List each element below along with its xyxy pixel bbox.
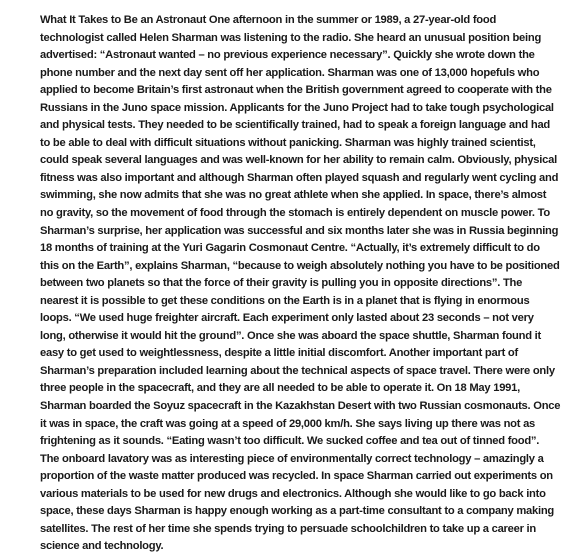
text-line: swimming, she now admits that she was no great athlete when she applied. In space, there’s almost	[40, 189, 547, 202]
text-line: to be able to deal with difficult situations without panicking. Sharman was highly trained scientist,	[40, 136, 536, 149]
text-line: could speak several languages and was well-known for her ability to remain calm. Obviously, physical	[40, 154, 557, 167]
text-line: easy to get used to weightlessness, despite a little initial discomfort. Another important part of	[40, 347, 518, 360]
text-line: What It Takes to Be an Astronaut One afternoon in the summer or 1989, a 27-year-old food	[40, 14, 497, 26]
text-line: and physical tests. They needed to be scientifically trained, had to speak a foreign language and had	[40, 119, 551, 132]
text-line: various materials to be used for new drugs and electronics. Although she would like to go back into	[40, 487, 546, 500]
text-line: proportion of the waste matter produced was recycled. In space Sharman carried out experiments on	[40, 470, 553, 483]
text-line: Sharman’s surprise, her application was successful and six months later she was in Russia beginning	[40, 224, 559, 237]
text-line: no gravity, so the movement of food through the stomach is entirely dependent on muscle power. To	[40, 207, 550, 220]
text-line: The onboard lavatory was as interesting piece of environmentally correct technology – amazingly a	[40, 452, 544, 465]
text-line: Sharman boarded the Soyuz spacecraft in the Kazakhstan Desert with two Russian cosmonauts. Once	[40, 400, 561, 413]
text-line: fitness was also important and although Sharman often played squash and regularly went cycling and	[40, 171, 559, 184]
text-line: long, otherwise it would hit the ground”. Once she was aboard the space shuttle, Sharman found it	[40, 329, 541, 342]
text-line: Sharman’s preparation included learning about the technical aspects of space travel. There were only	[40, 364, 555, 377]
text-line: advertised: “Astronaut wanted – no previous experience necessary”. Quickly she wrote down the	[40, 49, 535, 62]
text-line: three people in the spacecraft, and they are all needed to be able to operate it. On 18 May 1991,	[40, 382, 520, 395]
text-line: phone number and the next day sent off her application. Sharman was one of 13,000 hopefuls who	[40, 66, 540, 79]
text-line: space, these days Sharman is happy enough working as a part-time consultant to a company making	[40, 505, 555, 518]
document-body	[40, 12, 580, 556]
text-line: satellites. The rest of her time she spends trying to persuade schoolchildren to take up a career in	[40, 522, 536, 535]
text-line: loops. “We used huge freighter aircraft. Each experiment only lasted about 23 seconds – not very	[40, 312, 534, 325]
text-line: this on the Earth”, explains Sharman, “because to weigh absolutely nothing you have to be positioned	[40, 259, 560, 272]
text-line: 18 months of training at the Yuri Gagarin Cosmonaut Centre. “Actually, it’s extremely difficult to do	[40, 242, 540, 255]
text-line: Russians in the Juno space mission. Applicants for the Juno Project had to take tough psychological	[40, 101, 554, 114]
text-line: technologist called Helen Sharman was listening to the radio. She heard an unusual position being	[40, 31, 542, 44]
text-line: science and technology.	[40, 540, 164, 553]
text-line: between two planets so that the force of their gravity is pulling you in opposite directions”. The	[40, 277, 523, 290]
text-line: nearest it is possible to get these conditions on the Earth is in a planet that is flying in enormous	[40, 294, 530, 307]
text-line: it was in space, the craft was going at a speed of 29,000 km/h. She says living up there was not as	[40, 417, 536, 430]
text-line: frightening as it sounds. “Eating wasn’t too difficult. We sucked coffee and tea out of tinned food”.	[40, 435, 540, 448]
text-line: applied to become Britain’s first astronaut when the British government agreed to cooperate with the	[40, 84, 552, 97]
